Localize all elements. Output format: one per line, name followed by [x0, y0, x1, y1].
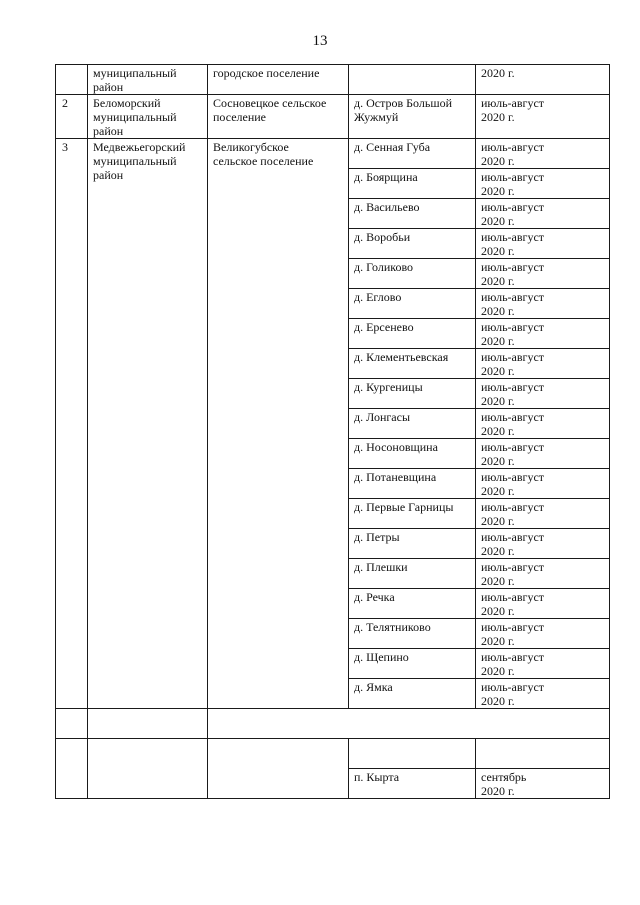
period-cell: июль-август 2020 г.: [476, 589, 610, 619]
locality-cell: д. Речка: [349, 589, 476, 619]
settlement-cell: Великогубское сельское поселение: [208, 139, 349, 709]
settlement-cell: городское поселение: [208, 65, 349, 95]
period-cell: июль-август 2020 г.: [476, 649, 610, 679]
locality-cell: д. Остров Большой Жужмуй: [349, 95, 476, 139]
schedule-table: [55, 64, 610, 799]
period-cell: июль-август 2020 г.: [476, 139, 610, 169]
district-cell: Медвежьегорский муниципальный район: [88, 139, 208, 709]
locality-cell: п. Кырта: [349, 769, 476, 799]
period-cell: июль-август 2020 г.: [476, 619, 610, 649]
period-cell: июль-август 2020 г.: [476, 499, 610, 529]
locality-cell: д. Еглово: [349, 289, 476, 319]
period-cell: июль-август 2020 г.: [476, 319, 610, 349]
locality-cell: д. Голиково: [349, 259, 476, 289]
table-row: [56, 139, 610, 169]
locality-cell: д. Щепино: [349, 649, 476, 679]
row-number-cell: [56, 709, 88, 739]
locality-cell: [349, 739, 476, 769]
period-cell: июль-август 2020 г.: [476, 169, 610, 199]
locality-cell: д. Лонгасы: [349, 409, 476, 439]
period-cell: июль-август 2020 г.: [476, 349, 610, 379]
period-cell: июль-август 2020 г.: [476, 439, 610, 469]
period-cell: сентябрь 2020 г.: [476, 769, 610, 799]
period-cell: июль-август 2020 г.: [476, 199, 610, 229]
section-title: [88, 709, 208, 739]
district-cell: Беломорский муниципальный район: [88, 95, 208, 139]
period-cell: июль-август 2020 г.: [476, 379, 610, 409]
locality-cell: д. Носоновщина: [349, 439, 476, 469]
period-cell: июль-август 2020 г.: [476, 529, 610, 559]
settlement-cell: Сосновецкое сельское поселение: [208, 95, 349, 139]
locality-cell: д. Боярщина: [349, 169, 476, 199]
period-cell: июль-август 2020 г.: [476, 409, 610, 439]
section-row: [56, 709, 610, 739]
period-cell: июль-август 2020 г.: [476, 559, 610, 589]
locality-cell: д. Плешки: [349, 559, 476, 589]
locality-cell: д. Потаневщина: [349, 469, 476, 499]
table-row: [56, 95, 610, 139]
table-row: [56, 739, 610, 769]
period-cell: июль-август 2020 г.: [476, 289, 610, 319]
locality-cell: д. Кургеницы: [349, 379, 476, 409]
locality-cell: д. Первые Гарницы: [349, 499, 476, 529]
period-cell: июль-август 2020 г.: [476, 469, 610, 499]
locality-cell: д. Телятниково: [349, 619, 476, 649]
row-number-cell: 3: [56, 139, 88, 709]
locality-cell: д. Сенная Губа: [349, 139, 476, 169]
district-cell: муниципальный район: [88, 65, 208, 95]
district-cell: [88, 739, 208, 799]
row-number-cell: [56, 739, 88, 799]
period-cell: июль-август 2020 г.: [476, 259, 610, 289]
table-row: [56, 65, 610, 95]
locality-cell: д. Воробьи: [349, 229, 476, 259]
period-cell: июль-август 2020 г.: [476, 229, 610, 259]
row-number-cell: 2: [56, 95, 88, 139]
locality-cell: д. Петры: [349, 529, 476, 559]
period-cell: [476, 739, 610, 769]
locality-cell: д. Васильево: [349, 199, 476, 229]
row-number-cell: [56, 65, 88, 95]
period-cell: июль-август 2020 г.: [476, 679, 610, 709]
locality-cell: д. Ямка: [349, 679, 476, 709]
page-number: 13: [312, 33, 328, 49]
locality-cell: д. Клементьевская: [349, 349, 476, 379]
settlement-cell: [208, 739, 349, 799]
period-cell: 2020 г.: [476, 65, 610, 95]
locality-cell: д. Ерсенево: [349, 319, 476, 349]
section-empty-cell: [208, 709, 610, 739]
period-cell: июль-август 2020 г.: [476, 95, 610, 139]
locality-cell: [349, 65, 476, 95]
